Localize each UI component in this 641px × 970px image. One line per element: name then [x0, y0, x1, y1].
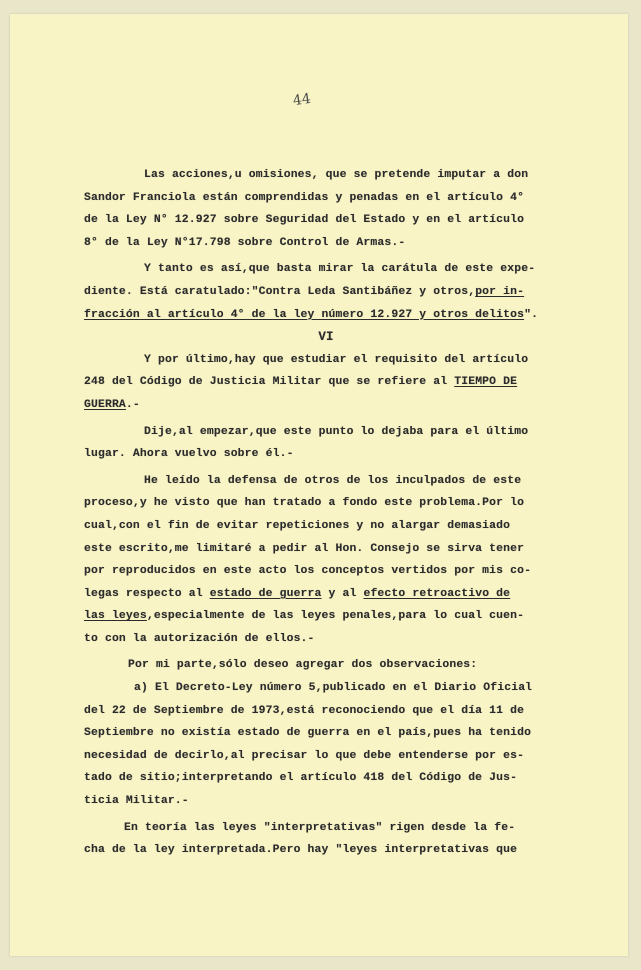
text-line: diente. Está caratulado:"Contra Leda Santibáñez y otros,por in- [84, 285, 525, 298]
text-line: Las acciones,u omisiones, que se pretende imputar a don [144, 169, 529, 181]
underlined-text: TIEMPO DE [454, 376, 518, 389]
text-line: las leyes,especialmente de las leyes penales,para lo cual cuen- [84, 610, 525, 623]
text-line: cual,con el fin de evitar repeticiones y no alargar demasiado [84, 519, 511, 532]
text-line: Y por último,hay que estudiar el requisito del artículo [144, 353, 529, 366]
text-line: Dije,al empezar,que este punto lo dejaba para el último [144, 425, 529, 438]
text-line: to con la autorización de ellos.- [84, 632, 315, 645]
underlined-text: fracción al artículo 4° de la ley número 12.927 y otros delitos [84, 308, 525, 321]
text-line: 248 del Código de Justicia Militar que se refiere al TIEMPO DE [84, 376, 518, 389]
text-line: cha de la ley interpretada.Pero hay "leyes interpretativas que [84, 844, 518, 857]
text-line: Por mi parte,sólo deseo agregar dos observaciones: [128, 659, 478, 672]
document-page [10, 14, 628, 956]
text-line: de la Ley N° 12.927 sobre Seguridad del Estado y en el artículo [84, 214, 525, 227]
text-line: lugar. Ahora vuelvo sobre él.- [84, 448, 294, 461]
text-line: 8° de la Ley N°17.798 sobre Control de Armas.- [84, 236, 406, 249]
text-line: fracción al artículo 4° de la ley número 12.927 y otros delitos". [84, 308, 539, 321]
underlined-text: GUERRA [84, 398, 126, 411]
text-line: este escrito,me limitaré a pedir al Hon. Consejo se sirva tener [84, 542, 525, 555]
text-line: por reproducidos en este acto los conceptos vertidos por mis co- [84, 565, 532, 578]
underlined-text: por in- [475, 285, 525, 298]
text-line: Septiembre no existía estado de guerra en el país,pues ha tenido [84, 727, 532, 740]
text-line: proceso,y he visto que han tratado a fondo este problema.Por lo [84, 497, 525, 510]
text-line: legas respecto al estado de guerra y al efecto retroactivo de [84, 587, 511, 600]
page-number: 44 [291, 90, 312, 110]
text-line: ticia Militar.- [84, 795, 189, 808]
text-line: necesidad de decirlo,al precisar lo que debe entenderse por es- [84, 749, 525, 762]
text-line: a) El Decreto-Ley número 5,publicado en el Diario Oficial [134, 682, 533, 695]
text-line: Y tanto es así,que basta mirar la carátula de este expe- [144, 263, 536, 276]
underlined-text: estado de guerra [209, 587, 322, 600]
underlined-text: las leyes [84, 610, 147, 623]
text-line: Sandor Franciola están comprendidas y penadas en el artículo 4° [84, 191, 525, 204]
document-body [84, 164, 568, 862]
text-line: tado de sitio;interpretando el artículo 418 del Código de Jus- [84, 772, 518, 785]
text-line: He leído la defensa de otros de los inculpados de este [144, 474, 522, 487]
text-line: GUERRA.- [84, 398, 140, 411]
text-line: En teoría las leyes "interpretativas" rigen desde la fe- [124, 821, 516, 834]
section-heading: VI [318, 330, 334, 345]
text-line: del 22 de Septiembre de 1973,está reconociendo que el día 11 de [84, 704, 525, 717]
underlined-text: efecto retroactivo de [363, 587, 511, 600]
